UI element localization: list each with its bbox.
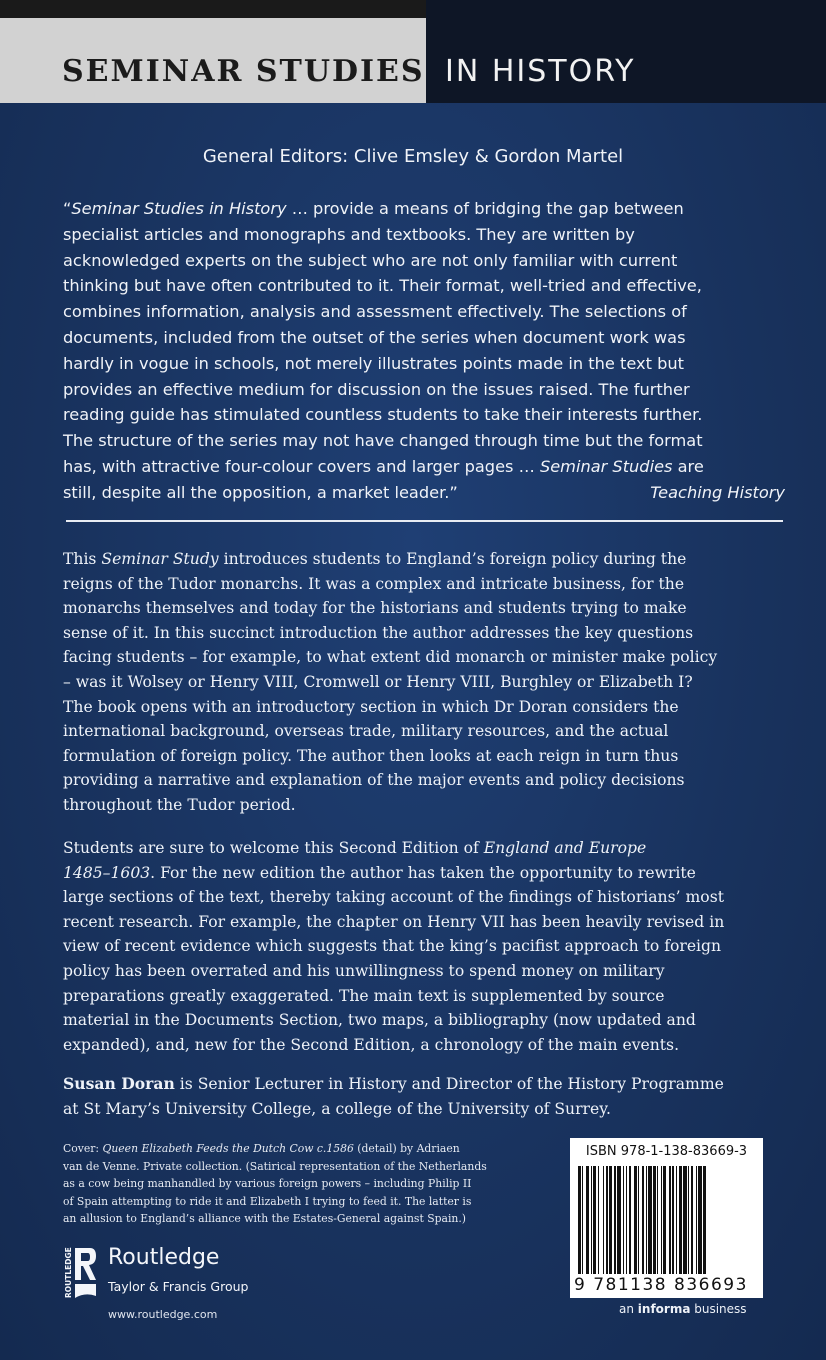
description-line: international background, overseas trade, military resources, and the actual: [63, 722, 669, 741]
description-line: 1485–1603. For the new edition the author has taken the opportunity to rewrite: [63, 863, 696, 882]
quote-line: acknowledged experts on the subject who are not only familiar with current: [63, 250, 678, 270]
publisher-name: Routledge: [108, 1245, 220, 1270]
quote-line: “Seminar Studies in History … provide a means of bridging the gap between: [63, 199, 684, 218]
quote-line: provides an effective medium for discussion on the issues raised. The further: [63, 379, 690, 399]
quote-line: The structure of the series may not have changed through time but the format: [63, 431, 703, 451]
series-title-in-history: IN HISTORY: [445, 54, 636, 89]
barcode-bar: [582, 1166, 583, 1274]
barcode-bar: [691, 1166, 694, 1274]
quote-line: still, despite all the opposition, a market leader.”: [63, 482, 458, 502]
quote-last-line: [63, 480, 785, 506]
cover-credit: [63, 1140, 563, 1228]
description-line: recent research. For example, the chapter on Henry VII has been heavily revised in: [63, 912, 725, 931]
barcode-bar: [623, 1166, 624, 1274]
italic-title: Seminar Studies: [539, 456, 673, 476]
general-editors: General Editors: Clive Emsley & Gordon Martel: [202, 146, 624, 167]
cover-credit-line: van de Venne. Private collection. (Satirical representation of the Netherlands: [63, 1159, 487, 1173]
barcode-bar: [688, 1166, 689, 1274]
description-line: preparations greatly exaggerated. The main text is supplemented by source: [63, 986, 665, 1005]
barcode-bar: [598, 1166, 599, 1274]
barcode-bar: [603, 1166, 604, 1274]
informa-prefix: an: [619, 1302, 638, 1316]
quote-source: Teaching History: [650, 482, 785, 502]
italic-title: Queen Elizabeth Feeds the Dutch Cow c.1586: [102, 1142, 354, 1155]
description-line: monarchs themselves and today for the historians and students trying to make: [63, 599, 687, 618]
barcode-bar: [591, 1166, 592, 1274]
isbn-barcode: [570, 1138, 763, 1298]
barcode-bar: [642, 1166, 645, 1274]
description-line: large sections of the text, thereby taking account of the findings of historians’ most: [63, 888, 724, 907]
quote-line: combines information, analysis and assessment effectively. The selections of: [63, 302, 687, 322]
description-paragraph-1: [63, 547, 793, 818]
barcode-bar: [586, 1166, 590, 1274]
review-quote: [63, 196, 785, 506]
barcode-bar: [609, 1166, 612, 1274]
description-line: material in the Documents Section, two maps, a bibliography (now updated and: [63, 1011, 696, 1030]
description-line: policy has been overrated and his unwillingness to spend money on military: [63, 961, 665, 980]
description-line: expanded), and, new for the Second Edition, a chronology of the main events.: [63, 1035, 680, 1054]
barcode-bar: [696, 1166, 697, 1274]
series-header: [0, 0, 826, 103]
barcode-bar: [629, 1166, 630, 1274]
description-paragraph-2: [63, 836, 793, 1057]
quote-line: has, with attractive four-colour covers and larger pages … Seminar Studies are: [63, 456, 704, 476]
description-line: This Seminar Study introduces students to England’s foreign policy during the: [63, 550, 687, 568]
informa-suffix: business: [690, 1302, 747, 1316]
barcode-bar: [638, 1166, 639, 1274]
barcode-bar: [578, 1166, 581, 1274]
description-line: throughout the Tudor period.: [63, 795, 296, 814]
description-line: formulation of foreign policy. The author then looks at each reign in turn thus: [63, 746, 679, 765]
barcode-bar: [672, 1166, 675, 1274]
barcode-bar: [593, 1166, 596, 1274]
description-line: The book opens with an introductory section in which Dr Doran considers the: [63, 697, 679, 716]
publisher-website: www.routledge.com: [108, 1308, 218, 1321]
barcode-bar: [653, 1166, 656, 1274]
routledge-logo-vertical-text: ROUTLEDGE: [64, 1247, 73, 1298]
barcode-bar: [657, 1166, 658, 1274]
italic-title: 1485–1603: [63, 863, 151, 882]
quote-line: specialist articles and monographs and textbooks. They are written by: [63, 224, 635, 244]
isbn-number: ISBN 978-1-138-83669-3: [585, 1144, 748, 1159]
author-bio-line: at St Mary’s University College, a college of the University of Surrey.: [63, 1099, 611, 1118]
author-bio: [63, 1072, 793, 1121]
barcode-bar: [669, 1166, 670, 1274]
barcode-bar: [626, 1166, 627, 1274]
description-line: providing a narrative and explanation of the major events and policy decisions: [63, 771, 685, 790]
description-line: – was it Wolsey or Henry VIII, Cromwell or Henry VIII, Burghley or Elizabeth I?: [63, 672, 693, 691]
barcode-digits: 9 781138 836693: [574, 1275, 748, 1295]
quote-line: thinking but have often contributed to it. Their format, well-tried and effective,: [63, 276, 702, 296]
description-line: facing students – for example, to what extent did monarch or minister make policy: [63, 648, 718, 667]
barcode-bar: [703, 1166, 706, 1274]
description-line: view of recent evidence which suggests that the king’s pacifist approach to foreign: [63, 937, 722, 956]
informa-business-label: [619, 1302, 747, 1316]
author-name: Susan Doran: [63, 1074, 175, 1093]
quote-series-title: Seminar Studies in History: [71, 199, 287, 218]
barcode-bar: [606, 1166, 609, 1274]
description-line: Students are sure to welcome this Second Edition of England and Europe: [63, 839, 647, 857]
barcode-bar: [614, 1166, 615, 1274]
informa-word: informa: [637, 1302, 691, 1316]
description-line: sense of it. In this succinct introduction the author addresses the key questions: [63, 623, 694, 642]
barcode-bar: [698, 1166, 702, 1274]
barcode-bar: [661, 1166, 662, 1274]
quote-line: documents, included from the outset of the series when document work was: [63, 327, 686, 347]
publisher-group: Taylor & Francis Group: [108, 1279, 249, 1294]
barcode-bar: [617, 1166, 621, 1274]
italic-title: England and Europe: [483, 839, 647, 857]
barcode-bar: [648, 1166, 652, 1274]
routledge-logo-icon: [63, 1244, 97, 1300]
divider-rule: [66, 520, 783, 522]
author-bio-line: [63, 1072, 793, 1097]
barcode-bar: [634, 1166, 637, 1274]
cover-credit-line: an allusion to England’s alliance with the Estates-General against Spain.): [63, 1212, 467, 1226]
barcode-bar: [683, 1166, 687, 1274]
series-title-seminar-studies: SEMINAR STUDIES: [62, 54, 425, 89]
quote-line: hardly in vogue in schools, not merely illustrates points made in the text but: [63, 353, 684, 373]
barcode-bar: [676, 1166, 677, 1274]
barcode-bar: [679, 1166, 682, 1274]
quote-line: reading guide has stimulated countless students to take their interests further.: [63, 405, 703, 425]
author-bio-text: is Senior Lecturer in History and Director of the History Programme: [174, 1075, 724, 1093]
description-line: reigns of the Tudor monarchs. It was a complex and intricate business, for the: [63, 574, 685, 593]
barcode-bars-icon: [578, 1166, 755, 1274]
barcode-bar: [646, 1166, 647, 1274]
cover-credit-line: of Spain attempting to ride it and Elizabeth I trying to feed it. The latter is: [63, 1194, 472, 1208]
cover-credit-line: as a cow being manhandled by various foreign powers – including Philip II: [63, 1177, 472, 1191]
cover-credit-line: Cover: Queen Elizabeth Feeds the Dutch Cow c.1586 (detail) by Adriaen: [63, 1142, 460, 1155]
italic-title: Seminar Study: [101, 550, 219, 568]
barcode-bar: [663, 1166, 666, 1274]
